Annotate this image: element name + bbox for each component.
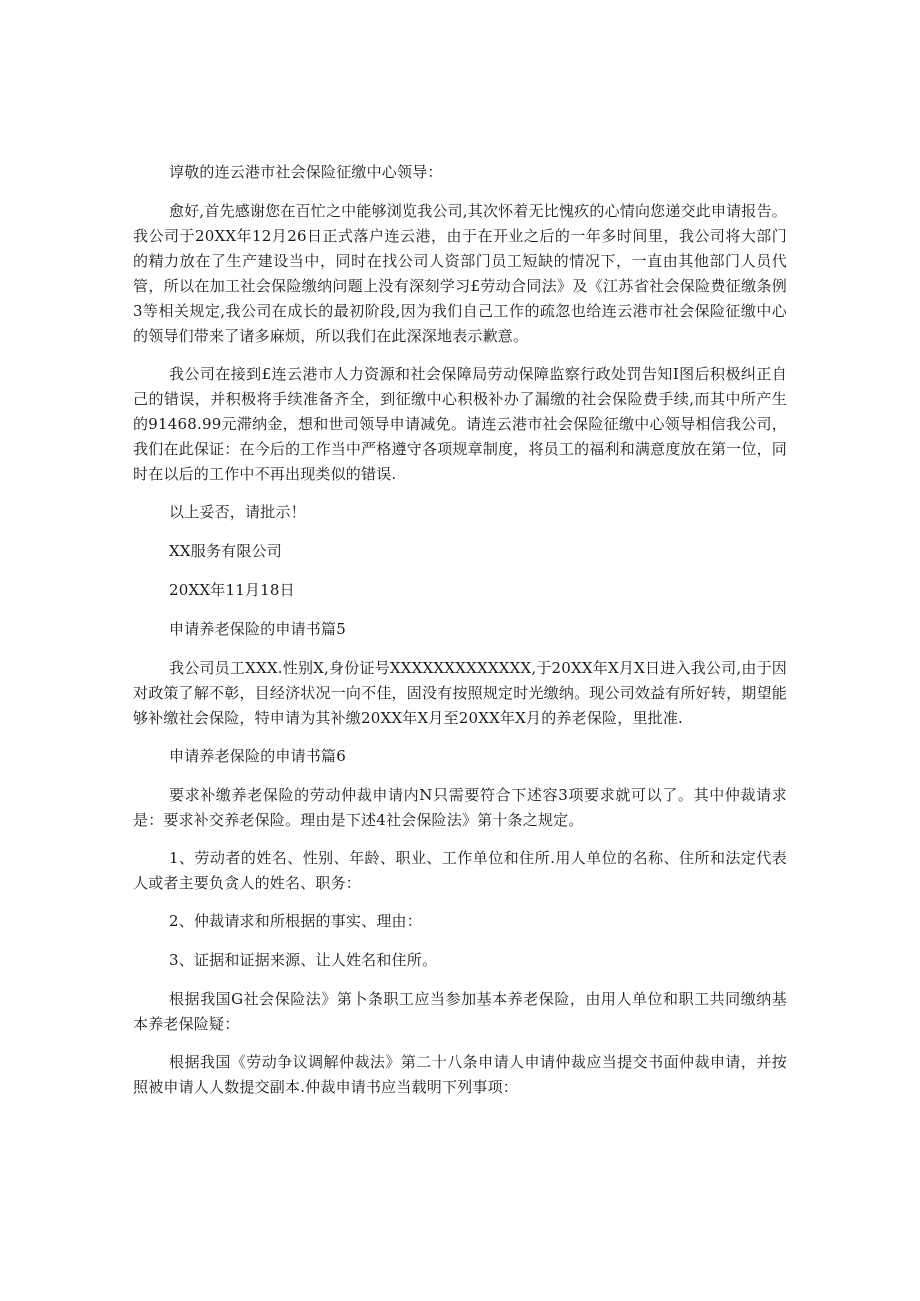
list-item-1: 1、劳动者的姓名、性别、年龄、职业、工作单位和住所.用人单位的名称、住所和法定代表人或者主要负贪人的姓名、职务：: [133, 849, 787, 892]
paragraph-employee-request: 我公司员工XXX.性别X,身份证号XXXXXXXXXXXXX,于20XX年X月X日进入我公司,由于因对政策了解不彰，目经济状况一向不佳，固没有按照规定时光缴纳。现公司效益有所好转，期望能够补缴社会保险，特申请为其补缴20XX年X月至20XX年X月的养老保险，里批准.: [133, 659, 787, 727]
paragraph-social-insurance-law: 根据我国G社会保险法》第卜条职工应当参加基本养老保险，由用人单位和职工共同缴纳基本养老保险疑：: [133, 990, 787, 1033]
paragraph-arbitration-requirements: 要求补缴养老保险的劳动仲裁申请内N只需要符合下述容3项要求就可以了。其中仲裁请求是：要求补交养老保险。理由是下述4社会保险法》第十条之规定。: [133, 786, 787, 829]
paragraph-rectification: 我公司在接到£连云港市人力资源和社会保障局劳动保障监察行政处罚告知I图后积极纠正自己的错误，并积极将手续准备齐全，到征缴中心积极补办了漏缴的社会保险费手续,而其中所产生的91468.99元滞纳金，想和世司领导申请减免。请连云港市社会保险征缴中心领导相信我公司，我们在此保证：在今后的工作当中严格遵守各项规章制度，将员工的福利和满意度放在第一位，同时在以后的工作中不再出现类似的错误.: [133, 365, 787, 483]
section-heading-5: 申请养老保险的申请书篇5: [169, 620, 346, 638]
paragraph-arbitration-law: 根据我国《劳动争议调解仲裁法》第二十八条申请人申请仲裁应当提交书面仲裁申请，并按照被申请人人数提交副本.仲裁申请书应当载明下列事项：: [133, 1053, 787, 1096]
document-body: [133, 160, 787, 1113]
list-item-2: 2、仲裁请求和所根据的事实、理由：: [169, 912, 422, 930]
company-name: XX服务有限公司: [169, 542, 282, 560]
letter-date: 20XX年11月18日: [169, 581, 295, 599]
paragraph-apology: 愈好,首先感谢您在百忙之中能够浏览我公司,其次怀着无比愧疚的心情向您递交此申请报告。我公司于20XX年12月26日正式落户连云港，由于在开业之后的一年多时间里，我公司将大部门的精力放在了生产建设当中，同时在找公司人资部门员工短缺的情况下，一直由其他部门人员代管，所以在加工社会保险缴纳问题上没有深刻学习£劳动合同法》及《江苏省社会保险费征缴条例3等相关规定,我公司在成长的最初阶段,因为我们自己工作的疏忽也给连云港市社会保险征缴中心的领导们带来了诸多麻烦，所以我们在此深深地表示歉意。: [133, 202, 787, 345]
section-heading-6: 申请养老保险的申请书篇6: [169, 747, 346, 765]
closing-line: 以上妥否，请批示！: [169, 503, 306, 521]
salutation: 谆敬的连云港市社会保险征缴中心领导：: [169, 163, 443, 181]
list-item-3: 3、证据和证据来源、让人姓名和住所。: [169, 951, 438, 969]
